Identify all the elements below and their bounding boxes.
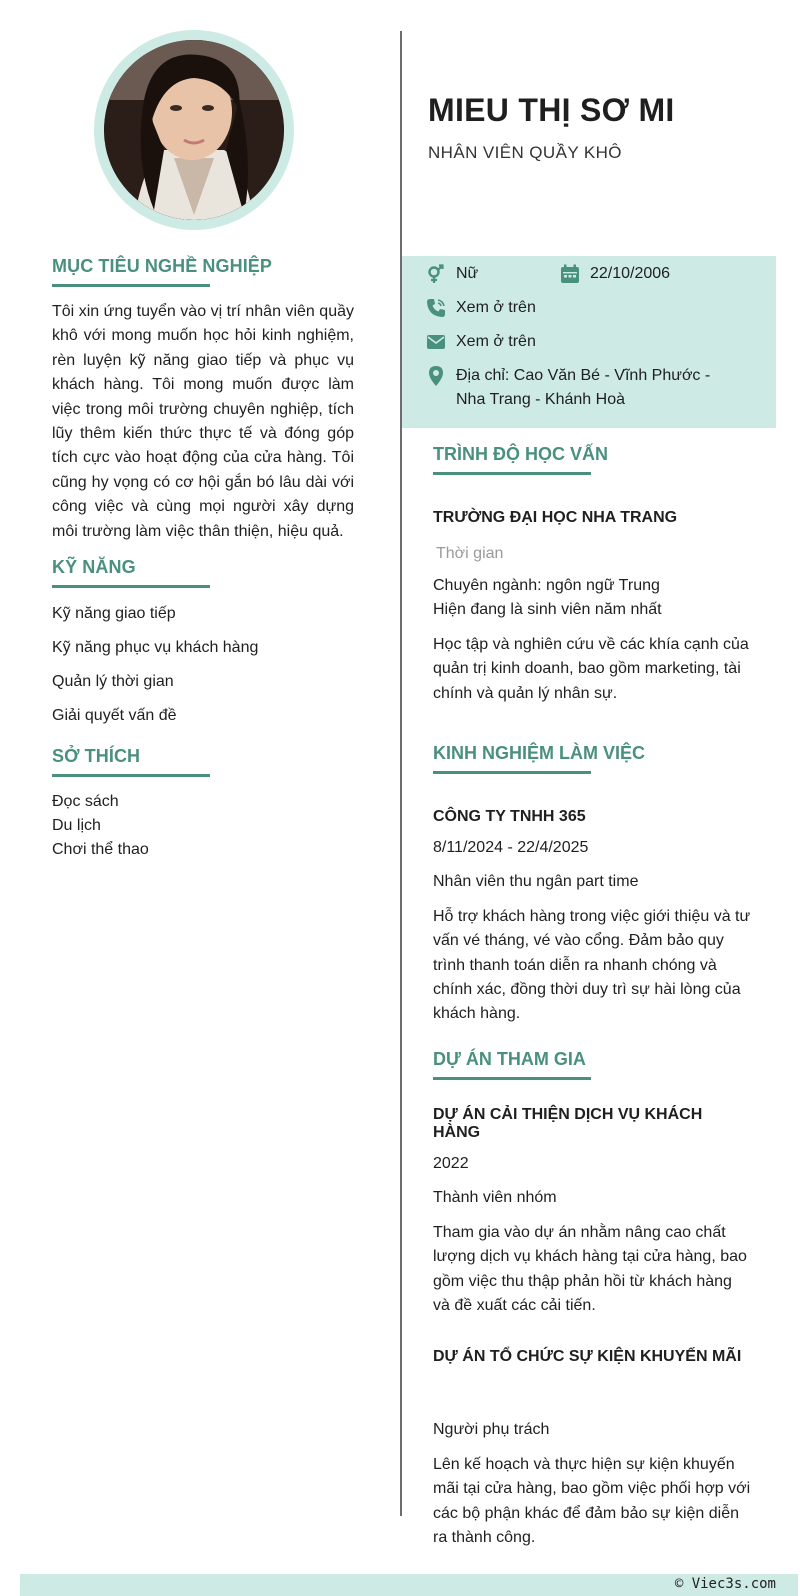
project-name: DỰ ÁN TỔ CHỨC SỰ KIỆN KHUYẾN MÃI	[433, 1348, 742, 1366]
hobby-item: Du lịch	[52, 817, 101, 835]
experience-title: KINH NGHIỆM LÀM VIỆC	[433, 743, 646, 763]
skills-title: KỸ NĂNG	[52, 557, 136, 578]
experience-period: 8/11/2024 - 22/4/2025	[433, 839, 589, 856]
email-value: Xem ở trên	[456, 333, 536, 350]
hobby-item: Đọc sách	[52, 793, 119, 811]
phone-icon	[426, 296, 446, 320]
project-year: 2022	[433, 1155, 469, 1172]
skills-section	[52, 557, 354, 726]
education-description: Học tập và nghiên cứu về các khía cạnh của quản trị kinh doanh, bao gồm marketing, tài chính và quản lý nhân sự.	[433, 635, 749, 702]
job-title: NHÂN VIÊN QUẦY KHÔ	[428, 143, 622, 162]
education-underline	[433, 472, 591, 475]
address-line-1: Địa chỉ: Cao Văn Bé - Vĩnh Phước -	[456, 367, 711, 384]
objective-section	[52, 256, 354, 544]
skill-item: Kỹ năng phục vụ khách hàng	[52, 639, 259, 657]
birthday-value: 22/10/2006	[590, 265, 671, 282]
experience-section	[433, 743, 753, 1027]
contact-info-box	[402, 256, 776, 428]
company-name: CÔNG TY TNHH 365	[433, 808, 586, 825]
column-divider	[400, 31, 402, 1516]
projects-underline	[433, 1077, 591, 1080]
avatar	[94, 30, 294, 230]
hobby-item: Chơi thể thao	[52, 841, 149, 859]
experience-position: Nhân viên thu ngân part time	[433, 873, 639, 891]
objective-title: MỤC TIÊU NGHỀ NGHIỆP	[52, 256, 273, 276]
project-role: Thành viên nhóm	[433, 1189, 557, 1207]
hobbies-underline	[52, 774, 210, 777]
footer-bar	[20, 1574, 798, 1596]
address-line-2: Nha Trang - Khánh Hoà	[456, 391, 625, 408]
skill-item: Quản lý thời gian	[52, 673, 174, 691]
phone-value: Xem ở trên	[456, 299, 536, 316]
project-role: Người phụ trách	[433, 1421, 550, 1439]
education-major: Chuyên ngành: ngôn ngữ Trung	[433, 577, 660, 594]
phone-row	[426, 296, 536, 320]
address-row	[426, 364, 710, 412]
objective-underline	[52, 284, 210, 287]
project-item	[433, 1106, 753, 1318]
gender-row	[426, 262, 478, 286]
project-description: Tham gia vào dự án nhằm nâng cao chất lượng dịch vụ khách hàng tại cửa hàng, bao gồm việc thu thập phản hồi từ khách hàng và đề xuất các cải tiến.	[433, 1223, 747, 1315]
education-status: Hiện đang là sinh viên năm nhất	[433, 601, 662, 619]
email-icon	[426, 330, 446, 354]
gender-icon	[426, 262, 446, 286]
birthday-row	[560, 262, 670, 286]
projects-section	[433, 1049, 753, 1550]
objective-text: Tôi xin ứng tuyển vào vị trí nhân viên quầy khô với mong muốn học hỏi kinh nghiệm, rèn luyện kỹ năng giao tiếp và phục vụ khách hàng. Tôi mong muốn được làm việc trong môi trường chuyên nghiệp, tích lũy thêm kiến thức thực tế và đóng góp tích cực vào hoạt động của cửa hàng. Tôi cũng hy vọng có cơ hội gắn bó lâu dài với công việc và cùng mọi người xây dựng môi trường làm việc thân thiện, hiệu quả.	[52, 303, 354, 540]
experience-underline	[433, 771, 591, 774]
project-item	[433, 1348, 753, 1550]
projects-title: DỰ ÁN THAM GIA	[433, 1049, 586, 1069]
education-time: Thời gian	[436, 545, 504, 562]
profile-photo	[104, 40, 284, 220]
school-name: TRƯỜNG ĐẠI HỌC NHA TRANG	[433, 509, 678, 526]
education-title: TRÌNH ĐỘ HỌC VẤN	[433, 444, 608, 464]
footer-credit: © Viec3s.com	[674, 1576, 776, 1592]
skill-item: Kỹ năng giao tiếp	[52, 605, 176, 623]
skill-item: Giải quyết vấn đề	[52, 707, 177, 725]
left-column	[52, 256, 354, 860]
calendar-icon	[560, 262, 580, 286]
candidate-name: MIEU THỊ SƠ MI	[428, 92, 675, 128]
skills-underline	[52, 585, 210, 588]
hobbies-title: SỞ THÍCH	[52, 746, 141, 767]
education-section	[433, 444, 753, 706]
email-row	[426, 330, 536, 354]
project-description: Lên kế hoạch và thực hiện sự kiện khuyến mãi tại cửa hàng, bao gồm việc phối hợp với các bộ phận khác để đảm bảo sự kiện diễn ra thành công.	[433, 1455, 751, 1547]
gender-value: Nữ	[456, 265, 479, 282]
experience-description: Hỗ trợ khách hàng trong việc giới thiệu và tư vấn vé tháng, vé vào cổng. Đảm bảo quy trình thanh toán diễn ra nhanh chóng và chính xác, đồng thời duy trì sự hài lòng của khách hàng.	[433, 907, 751, 1023]
location-pin-icon	[426, 364, 446, 388]
project-name: DỰ ÁN CẢI THIỆN DỊCH VỤ KHÁCH HÀNG	[433, 1106, 703, 1141]
hobbies-section	[52, 746, 354, 860]
